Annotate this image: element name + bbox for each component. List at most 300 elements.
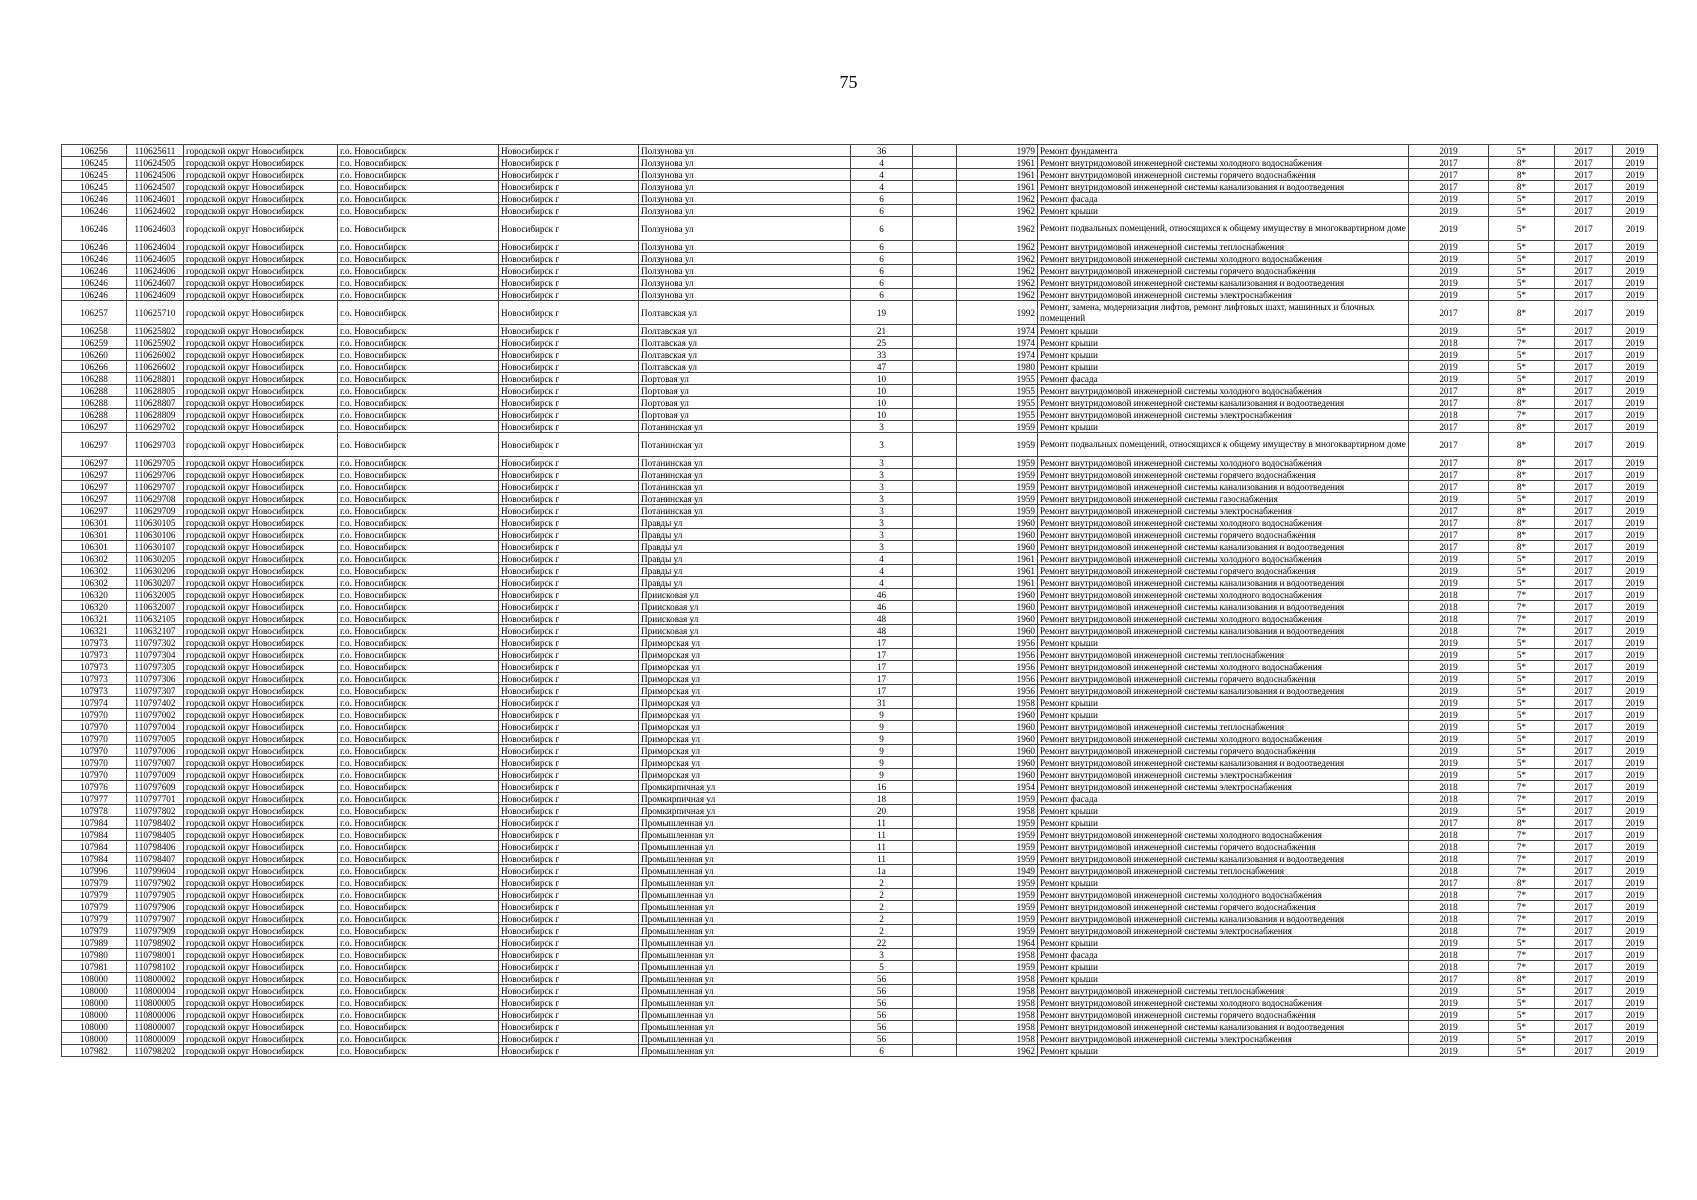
work-id-cell: 110625710 [127, 301, 184, 325]
city-cell: Новосибирск г [499, 457, 639, 469]
planned-year-cell: 2018 [1409, 337, 1489, 349]
period-end-cell: 2019 [1613, 637, 1658, 649]
building-cell [913, 505, 957, 517]
house-number-cell: 6 [851, 205, 913, 217]
house-id-cell: 106246 [62, 217, 127, 241]
street-cell: Приморская ул [639, 733, 851, 745]
year-built-cell: 1960 [957, 529, 1038, 541]
city-cell: Новосибирск г [499, 613, 639, 625]
house-number-cell: 3 [851, 529, 913, 541]
work-type-cell: Ремонт внутридомовой инженерной системы теплоснабжения [1038, 721, 1409, 733]
settlement-cell: г.о. Новосибирск [338, 529, 499, 541]
settlement-cell: г.о. Новосибирск [338, 1009, 499, 1021]
house-id-cell: 106320 [62, 601, 127, 613]
municipality-cell: городской округ Новосибирск [184, 565, 338, 577]
house-number-cell: 11 [851, 853, 913, 865]
period-start-cell: 2017 [1555, 901, 1613, 913]
work-type-cell: Ремонт крыши [1038, 205, 1409, 217]
work-id-cell: 110624603 [127, 217, 184, 241]
period-start-cell: 2017 [1555, 361, 1613, 373]
building-cell [913, 193, 957, 205]
table-row [62, 829, 1658, 841]
municipality-cell: городской округ Новосибирск [184, 517, 338, 529]
building-cell [913, 241, 957, 253]
planned-year-cell: 2017 [1409, 505, 1489, 517]
house-number-cell: 3 [851, 949, 913, 961]
municipality-cell: городской округ Новосибирск [184, 949, 338, 961]
street-cell: Правды ул [639, 553, 851, 565]
year-built-cell: 1958 [957, 1009, 1038, 1021]
building-cell [913, 181, 957, 193]
house-number-cell: 4 [851, 157, 913, 169]
house-id-cell: 108000 [62, 1009, 127, 1021]
work-id-cell: 110800005 [127, 997, 184, 1009]
work-type-cell: Ремонт внутридомовой инженерной системы теплоснабжения [1038, 985, 1409, 997]
house-id-cell: 108000 [62, 973, 127, 985]
table-row [62, 889, 1658, 901]
work-type-cell: Ремонт внутридомовой инженерной системы электроснабжения [1038, 1033, 1409, 1045]
period-start-cell: 2017 [1555, 193, 1613, 205]
period-end-cell: 2019 [1613, 253, 1658, 265]
house-number-cell: 11 [851, 841, 913, 853]
work-type-cell: Ремонт внутридомовой инженерной системы горячего водоснабжения [1038, 1009, 1409, 1021]
planned-year-cell: 2017 [1409, 457, 1489, 469]
building-cell [913, 577, 957, 589]
priority-cell: 5* [1489, 289, 1555, 301]
planned-year-cell: 2018 [1409, 865, 1489, 877]
street-cell: Ползунова ул [639, 145, 851, 157]
house-id-cell: 106320 [62, 589, 127, 601]
settlement-cell: г.о. Новосибирск [338, 757, 499, 769]
city-cell: Новосибирск г [499, 769, 639, 781]
house-id-cell: 106260 [62, 349, 127, 361]
house-id-cell: 107979 [62, 877, 127, 889]
planned-year-cell: 2017 [1409, 469, 1489, 481]
city-cell: Новосибирск г [499, 505, 639, 517]
repair-schedule-table [61, 144, 1658, 1057]
city-cell: Новосибирск г [499, 793, 639, 805]
street-cell: Потанинская ул [639, 493, 851, 505]
table-row [62, 1021, 1658, 1033]
municipality-cell: городской округ Новосибирск [184, 745, 338, 757]
house-number-cell: 4 [851, 553, 913, 565]
street-cell: Ползунова ул [639, 181, 851, 193]
building-cell [913, 637, 957, 649]
year-built-cell: 1962 [957, 265, 1038, 277]
municipality-cell: городской округ Новосибирск [184, 457, 338, 469]
year-built-cell: 1956 [957, 649, 1038, 661]
priority-cell: 7* [1489, 925, 1555, 937]
work-id-cell: 110629709 [127, 505, 184, 517]
planned-year-cell: 2017 [1409, 433, 1489, 457]
work-id-cell: 110797007 [127, 757, 184, 769]
table-row [62, 337, 1658, 349]
priority-cell: 8* [1489, 817, 1555, 829]
city-cell: Новосибирск г [499, 625, 639, 637]
period-end-cell: 2019 [1613, 349, 1658, 361]
house-number-cell: 18 [851, 793, 913, 805]
work-type-cell: Ремонт внутридомовой инженерной системы электроснабжения [1038, 925, 1409, 937]
priority-cell: 8* [1489, 457, 1555, 469]
period-start-cell: 2017 [1555, 601, 1613, 613]
city-cell: Новосибирск г [499, 925, 639, 937]
settlement-cell: г.о. Новосибирск [338, 973, 499, 985]
settlement-cell: г.о. Новосибирск [338, 1033, 499, 1045]
work-id-cell: 110629705 [127, 457, 184, 469]
work-type-cell: Ремонт внутридомовой инженерной системы горячего водоснабжения [1038, 673, 1409, 685]
period-start-cell: 2017 [1555, 997, 1613, 1009]
period-start-cell: 2017 [1555, 973, 1613, 985]
street-cell: Правды ул [639, 517, 851, 529]
table-row [62, 613, 1658, 625]
municipality-cell: городской округ Новосибирск [184, 769, 338, 781]
work-type-cell: Ремонт внутридомовой инженерной системы холодного водоснабжения [1038, 517, 1409, 529]
period-end-cell: 2019 [1613, 1045, 1658, 1057]
priority-cell: 5* [1489, 1033, 1555, 1045]
work-type-cell: Ремонт внутридомовой инженерной системы горячего водоснабжения [1038, 745, 1409, 757]
period-end-cell: 2019 [1613, 769, 1658, 781]
priority-cell: 5* [1489, 697, 1555, 709]
planned-year-cell: 2019 [1409, 805, 1489, 817]
period-start-cell: 2017 [1555, 421, 1613, 433]
period-start-cell: 2017 [1555, 769, 1613, 781]
city-cell: Новосибирск г [499, 877, 639, 889]
table-row [62, 877, 1658, 889]
year-built-cell: 1958 [957, 1033, 1038, 1045]
period-end-cell: 2019 [1613, 661, 1658, 673]
table-row [62, 925, 1658, 937]
city-cell: Новосибирск г [499, 193, 639, 205]
municipality-cell: городской округ Новосибирск [184, 361, 338, 373]
year-built-cell: 1974 [957, 325, 1038, 337]
house-id-cell: 107996 [62, 865, 127, 877]
municipality-cell: городской округ Новосибирск [184, 1021, 338, 1033]
street-cell: Потанинская ул [639, 421, 851, 433]
planned-year-cell: 2019 [1409, 193, 1489, 205]
municipality-cell: городской округ Новосибирск [184, 673, 338, 685]
city-cell: Новосибирск г [499, 973, 639, 985]
work-type-cell: Ремонт внутридомовой инженерной системы горячего водоснабжения [1038, 565, 1409, 577]
city-cell: Новосибирск г [499, 337, 639, 349]
building-cell [913, 709, 957, 721]
settlement-cell: г.о. Новосибирск [338, 505, 499, 517]
priority-cell: 7* [1489, 601, 1555, 613]
street-cell: Портовая ул [639, 373, 851, 385]
work-id-cell: 110798406 [127, 841, 184, 853]
city-cell: Новосибирск г [499, 937, 639, 949]
planned-year-cell: 2017 [1409, 973, 1489, 985]
period-end-cell: 2019 [1613, 565, 1658, 577]
table-row [62, 433, 1658, 457]
planned-year-cell: 2018 [1409, 781, 1489, 793]
house-id-cell: 107973 [62, 673, 127, 685]
settlement-cell: г.о. Новосибирск [338, 865, 499, 877]
city-cell: Новосибирск г [499, 349, 639, 361]
period-start-cell: 2017 [1555, 205, 1613, 217]
municipality-cell: городской округ Новосибирск [184, 997, 338, 1009]
street-cell: Полтавская ул [639, 337, 851, 349]
municipality-cell: городской округ Новосибирск [184, 601, 338, 613]
work-id-cell: 110630106 [127, 529, 184, 541]
period-end-cell: 2019 [1613, 613, 1658, 625]
year-built-cell: 1959 [957, 493, 1038, 505]
building-cell [913, 865, 957, 877]
settlement-cell: г.о. Новосибирск [338, 361, 499, 373]
period-start-cell: 2017 [1555, 505, 1613, 517]
planned-year-cell: 2017 [1409, 541, 1489, 553]
priority-cell: 5* [1489, 145, 1555, 157]
table-row [62, 661, 1658, 673]
table-row [62, 937, 1658, 949]
house-id-cell: 106288 [62, 385, 127, 397]
municipality-cell: городской округ Новосибирск [184, 505, 338, 517]
period-end-cell: 2019 [1613, 589, 1658, 601]
period-end-cell: 2019 [1613, 709, 1658, 721]
priority-cell: 5* [1489, 709, 1555, 721]
planned-year-cell: 2019 [1409, 1021, 1489, 1033]
work-id-cell: 110797909 [127, 925, 184, 937]
municipality-cell: городской округ Новосибирск [184, 757, 338, 769]
municipality-cell: городской округ Новосибирск [184, 613, 338, 625]
year-built-cell: 1962 [957, 253, 1038, 265]
period-start-cell: 2017 [1555, 277, 1613, 289]
house-number-cell: 6 [851, 193, 913, 205]
city-cell: Новосибирск г [499, 1033, 639, 1045]
year-built-cell: 1961 [957, 169, 1038, 181]
street-cell: Приморская ул [639, 697, 851, 709]
table-row [62, 901, 1658, 913]
street-cell: Приморская ул [639, 757, 851, 769]
year-built-cell: 1959 [957, 925, 1038, 937]
work-type-cell: Ремонт крыши [1038, 877, 1409, 889]
city-cell: Новосибирск г [499, 181, 639, 193]
building-cell [913, 697, 957, 709]
priority-cell: 8* [1489, 169, 1555, 181]
period-start-cell: 2017 [1555, 301, 1613, 325]
building-cell [913, 793, 957, 805]
work-type-cell: Ремонт внутридомовой инженерной системы горячего водоснабжения [1038, 841, 1409, 853]
year-built-cell: 1959 [957, 901, 1038, 913]
table-row [62, 457, 1658, 469]
work-type-cell: Ремонт внутридомовой инженерной системы газоснабжения [1038, 493, 1409, 505]
house-number-cell: 16 [851, 781, 913, 793]
period-start-cell: 2017 [1555, 877, 1613, 889]
settlement-cell: г.о. Новосибирск [338, 265, 499, 277]
work-type-cell: Ремонт крыши [1038, 937, 1409, 949]
street-cell: Промышленная ул [639, 973, 851, 985]
year-built-cell: 1962 [957, 241, 1038, 253]
building-cell [913, 1033, 957, 1045]
city-cell: Новосибирск г [499, 301, 639, 325]
house-number-cell: 10 [851, 385, 913, 397]
table-row [62, 253, 1658, 265]
year-built-cell: 1961 [957, 157, 1038, 169]
house-number-cell: 3 [851, 421, 913, 433]
year-built-cell: 1964 [957, 937, 1038, 949]
house-number-cell: 46 [851, 589, 913, 601]
priority-cell: 5* [1489, 745, 1555, 757]
work-id-cell: 110624605 [127, 253, 184, 265]
period-start-cell: 2017 [1555, 925, 1613, 937]
year-built-cell: 1962 [957, 277, 1038, 289]
work-type-cell: Ремонт внутридомовой инженерной системы холодного водоснабжения [1038, 253, 1409, 265]
period-end-cell: 2019 [1613, 541, 1658, 553]
period-end-cell: 2019 [1613, 289, 1658, 301]
work-id-cell: 110800006 [127, 1009, 184, 1021]
settlement-cell: г.о. Новосибирск [338, 145, 499, 157]
priority-cell: 5* [1489, 565, 1555, 577]
city-cell: Новосибирск г [499, 757, 639, 769]
work-type-cell: Ремонт крыши [1038, 1045, 1409, 1057]
period-end-cell: 2019 [1613, 949, 1658, 961]
year-built-cell: 1955 [957, 409, 1038, 421]
period-end-cell: 2019 [1613, 853, 1658, 865]
settlement-cell: г.о. Новосибирск [338, 421, 499, 433]
house-number-cell: 5 [851, 961, 913, 973]
street-cell: Промышленная ул [639, 925, 851, 937]
work-type-cell: Ремонт внутридомовой инженерной системы горячего водоснабжения [1038, 169, 1409, 181]
priority-cell: 8* [1489, 433, 1555, 457]
period-end-cell: 2019 [1613, 757, 1658, 769]
period-start-cell: 2017 [1555, 1009, 1613, 1021]
house-id-cell: 106288 [62, 397, 127, 409]
table-row [62, 997, 1658, 1009]
municipality-cell: городской округ Новосибирск [184, 841, 338, 853]
year-built-cell: 1960 [957, 541, 1038, 553]
period-start-cell: 2017 [1555, 517, 1613, 529]
city-cell: Новосибирск г [499, 253, 639, 265]
priority-cell: 7* [1489, 949, 1555, 961]
priority-cell: 5* [1489, 721, 1555, 733]
house-id-cell: 108000 [62, 997, 127, 1009]
building-cell [913, 157, 957, 169]
period-end-cell: 2019 [1613, 937, 1658, 949]
priority-cell: 8* [1489, 397, 1555, 409]
municipality-cell: городской округ Новосибирск [184, 697, 338, 709]
year-built-cell: 1959 [957, 457, 1038, 469]
period-start-cell: 2017 [1555, 949, 1613, 961]
work-type-cell: Ремонт внутридомовой инженерной системы канализования и водоотведения [1038, 541, 1409, 553]
house-id-cell: 106246 [62, 277, 127, 289]
municipality-cell: городской округ Новосибирск [184, 541, 338, 553]
priority-cell: 5* [1489, 1021, 1555, 1033]
city-cell: Новосибирск г [499, 433, 639, 457]
planned-year-cell: 2019 [1409, 673, 1489, 685]
street-cell: Правды ул [639, 577, 851, 589]
municipality-cell: городской округ Новосибирск [184, 1033, 338, 1045]
period-start-cell: 2017 [1555, 637, 1613, 649]
settlement-cell: г.о. Новосибирск [338, 541, 499, 553]
work-type-cell: Ремонт внутридомовой инженерной системы холодного водоснабжения [1038, 553, 1409, 565]
settlement-cell: г.о. Новосибирск [338, 325, 499, 337]
period-start-cell: 2017 [1555, 841, 1613, 853]
house-id-cell: 107970 [62, 745, 127, 757]
municipality-cell: городской округ Новосибирск [184, 277, 338, 289]
priority-cell: 5* [1489, 577, 1555, 589]
work-type-cell: Ремонт крыши [1038, 325, 1409, 337]
settlement-cell: г.о. Новосибирск [338, 517, 499, 529]
year-built-cell: 1959 [957, 421, 1038, 433]
period-start-cell: 2017 [1555, 181, 1613, 193]
year-built-cell: 1954 [957, 781, 1038, 793]
building-cell [913, 673, 957, 685]
building-cell [913, 877, 957, 889]
planned-year-cell: 2018 [1409, 949, 1489, 961]
house-id-cell: 107984 [62, 841, 127, 853]
work-type-cell: Ремонт внутридомовой инженерной системы канализования и водоотведения [1038, 625, 1409, 637]
period-end-cell: 2019 [1613, 649, 1658, 661]
building-cell [913, 529, 957, 541]
planned-year-cell: 2017 [1409, 421, 1489, 433]
house-id-cell: 107981 [62, 961, 127, 973]
building-cell [913, 565, 957, 577]
priority-cell: 7* [1489, 625, 1555, 637]
house-id-cell: 107970 [62, 757, 127, 769]
period-start-cell: 2017 [1555, 625, 1613, 637]
house-id-cell: 106321 [62, 613, 127, 625]
street-cell: Ползунова ул [639, 217, 851, 241]
planned-year-cell: 2018 [1409, 601, 1489, 613]
municipality-cell: городской округ Новосибирск [184, 637, 338, 649]
period-start-cell: 2017 [1555, 577, 1613, 589]
settlement-cell: г.о. Новосибирск [338, 673, 499, 685]
municipality-cell: городской округ Новосибирск [184, 1045, 338, 1057]
planned-year-cell: 2019 [1409, 553, 1489, 565]
city-cell: Новосибирск г [499, 145, 639, 157]
street-cell: Промышленная ул [639, 829, 851, 841]
work-type-cell: Ремонт крыши [1038, 709, 1409, 721]
work-id-cell: 110624505 [127, 157, 184, 169]
period-start-cell: 2017 [1555, 325, 1613, 337]
settlement-cell: г.о. Новосибирск [338, 637, 499, 649]
settlement-cell: г.о. Новосибирск [338, 1045, 499, 1057]
year-built-cell: 1959 [957, 961, 1038, 973]
table-row [62, 469, 1658, 481]
building-cell [913, 421, 957, 433]
priority-cell: 5* [1489, 985, 1555, 997]
planned-year-cell: 2019 [1409, 145, 1489, 157]
work-type-cell: Ремонт крыши [1038, 961, 1409, 973]
municipality-cell: городской округ Новосибирск [184, 241, 338, 253]
planned-year-cell: 2019 [1409, 937, 1489, 949]
year-built-cell: 1960 [957, 721, 1038, 733]
period-start-cell: 2017 [1555, 805, 1613, 817]
street-cell: Портовая ул [639, 409, 851, 421]
settlement-cell: г.о. Новосибирск [338, 889, 499, 901]
city-cell: Новосибирск г [499, 469, 639, 481]
work-id-cell: 110797002 [127, 709, 184, 721]
table-row [62, 853, 1658, 865]
street-cell: Промышленная ул [639, 937, 851, 949]
period-start-cell: 2017 [1555, 241, 1613, 253]
period-start-cell: 2017 [1555, 721, 1613, 733]
city-cell: Новосибирск г [499, 217, 639, 241]
municipality-cell: городской округ Новосибирск [184, 181, 338, 193]
building-cell [913, 541, 957, 553]
work-id-cell: 110798407 [127, 853, 184, 865]
street-cell: Промышленная ул [639, 1021, 851, 1033]
settlement-cell: г.о. Новосибирск [338, 733, 499, 745]
period-start-cell: 2017 [1555, 1045, 1613, 1057]
work-type-cell: Ремонт внутридомовой инженерной системы теплоснабжения [1038, 241, 1409, 253]
planned-year-cell: 2017 [1409, 385, 1489, 397]
house-id-cell: 107974 [62, 697, 127, 709]
city-cell: Новосибирск г [499, 637, 639, 649]
street-cell: Приморская ул [639, 685, 851, 697]
street-cell: Приморская ул [639, 769, 851, 781]
street-cell: Промышленная ул [639, 997, 851, 1009]
city-cell: Новосибирск г [499, 421, 639, 433]
